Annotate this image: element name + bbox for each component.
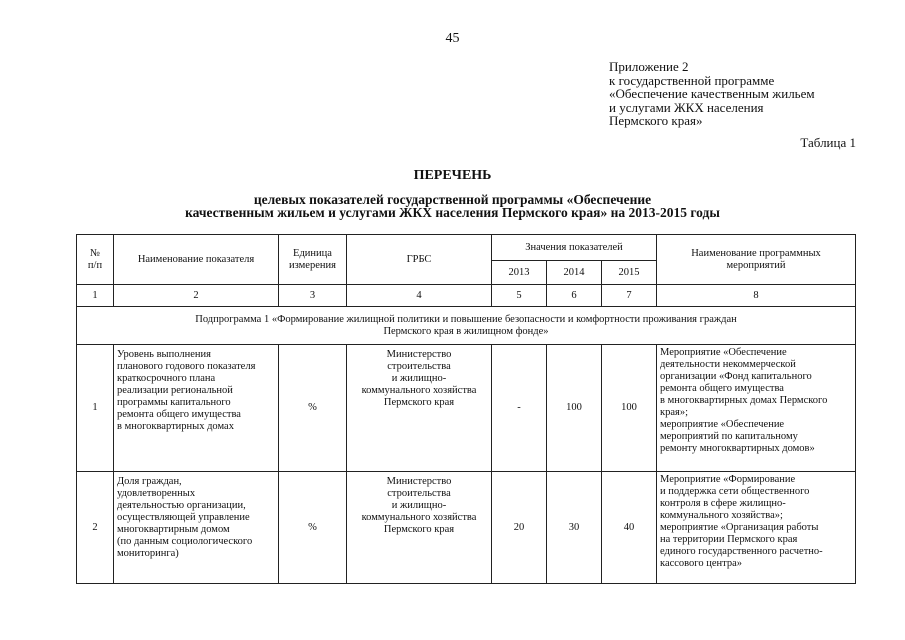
appendix-line: «Обеспечение качественным жильем (609, 86, 815, 101)
unit: % (279, 345, 347, 472)
column-number: 7 (602, 285, 657, 307)
table-row (77, 472, 856, 584)
subprogram-row (77, 307, 856, 345)
appendix-line: Приложение 2 (609, 59, 689, 74)
header-row (77, 235, 856, 261)
subtitle-line: качественным жильем и услугами ЖКХ населения Пермского края» на 2013-2015 годы (185, 205, 720, 220)
row-num: 2 (77, 472, 114, 584)
indicator-name: Уровень выполнения планового годового показателя краткосрочного плана реализации региональной программы капитального ремонта общего имущества в многоквартирных домах (114, 345, 279, 472)
row-num: 1 (77, 345, 114, 472)
table-label: Таблица 1 (800, 135, 856, 150)
column-number: 6 (547, 285, 602, 307)
column-number: 4 (347, 285, 492, 307)
column-number: 8 (657, 285, 856, 307)
column-number: 1 (77, 285, 114, 307)
header-num: № п/п (77, 235, 114, 285)
header-indicator: Наименование показателя (114, 235, 279, 285)
value-2015: 100 (602, 345, 657, 472)
value-2013: 20 (492, 472, 547, 584)
appendix-line: к государственной программе (609, 72, 775, 88)
document-subtitle (0, 193, 905, 219)
table-row (77, 345, 856, 472)
header-unit: Единица измерения (279, 235, 347, 285)
appendix-line: и услугами ЖКХ населения (609, 99, 764, 115)
value-2014: 30 (547, 472, 602, 584)
header-measures: Наименование программных мероприятий (657, 235, 856, 285)
page-number: 45 (445, 31, 460, 46)
column-numbers-row (77, 285, 856, 307)
value-2013: - (492, 345, 547, 472)
header-values: Значения показателей (492, 235, 657, 261)
appendix-line: Пермского края» (609, 113, 703, 128)
value-2014: 100 (547, 345, 602, 472)
appendix-note (609, 60, 815, 128)
subtitle-line: целевых показателей государственной программы «Обеспечение (253, 192, 652, 207)
header-year-2014: 2014 (547, 261, 602, 285)
unit: % (279, 472, 347, 584)
header-year-2013: 2013 (492, 261, 547, 285)
grbs: Министерство строительства и жилищно- коммунального хозяйства Пермского края (347, 472, 492, 584)
program-measures: Мероприятие «Обеспечение деятельности некоммерческой организации «Фонд капитального ремонта общего имущества в многоквартирных домах Пермского края»; мероприятие «Обеспечение мероприятий по капитальному ремонту многоквартирных домов» (657, 345, 856, 472)
column-number: 3 (279, 285, 347, 307)
header-year-2015: 2015 (602, 261, 657, 285)
subprogram-title: Подпрограмма 1 «Формирование жилищной политики и повышение безопасности и комфортности проживания граждан Пермского края в жилищном фонде» (77, 307, 856, 345)
indicators-table (76, 234, 856, 584)
document-title: ПЕРЕЧЕНЬ (413, 168, 492, 183)
column-number: 5 (492, 285, 547, 307)
program-measures: Мероприятие «Формирование и поддержка сети общественного контроля в сфере жилищно- коммунального хозяйства»; мероприятие «Организация работы на территории Пермского края единого государственного расчетно- кассового центра» (657, 472, 856, 584)
grbs: Министерство строительства и жилищно- коммунального хозяйства Пермского края (347, 345, 492, 472)
column-number: 2 (114, 285, 279, 307)
value-2015: 40 (602, 472, 657, 584)
indicator-name: Доля граждан, удовлетворенных деятельностью организации, осуществляющей управление многоквартирным домом (по данным социологического мониторинга) (114, 472, 279, 584)
header-grbs: ГРБС (347, 235, 492, 285)
